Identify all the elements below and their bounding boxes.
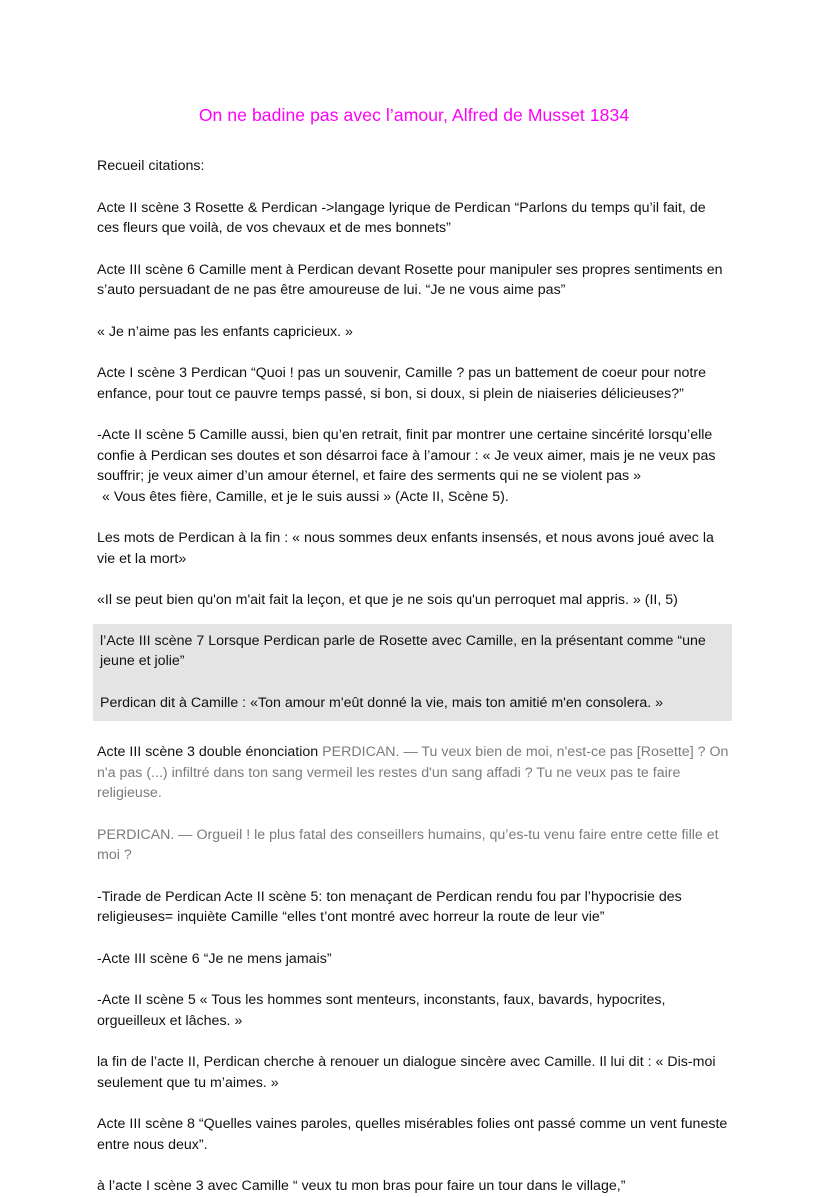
spacer	[97, 127, 731, 156]
section-heading: Recueil citations:	[97, 158, 205, 174]
citation-paragraph: la fin de l’acte II, Perdican cherche à renouer un dialogue sincère avec Camille. Il lui dit : « Dis-moi seulement que tu m’aimes. »	[97, 1054, 716, 1091]
highlighted-passage-block	[93, 624, 732, 722]
spacer	[97, 342, 731, 363]
spacer	[97, 672, 726, 693]
citation-paragraph: à l’acte I scène 3 avec Camille “ veux tu mon bras pour faire un tour dans le village,”	[97, 1178, 626, 1194]
spacer	[97, 969, 731, 990]
spacer	[97, 404, 731, 425]
citation-paragraph: Acte II scène 3 Rosette & Perdican ->langage lyrique de Perdican “Parlons du temps qu’il fait, de ces fleurs que voilà, de vos chevaux et de mes bonnets”	[97, 199, 706, 236]
spacer	[97, 301, 731, 322]
document-content	[97, 0, 731, 1197]
citation-paragraph: Acte I scène 3 Perdican “Quoi ! pas un souvenir, Camille ? pas un battement de coeur pour notre enfance, pour tout ce pauvre temps passé, si bon, si doux, si plein de niaiseries délicieuses?”	[97, 365, 706, 402]
citation-paragraph: Acte III scène 8 “Quelles vaines paroles, quelles misérables folies ont passé comme un vent funeste entre nous deux”.	[97, 1116, 728, 1153]
spacer	[97, 177, 731, 198]
spacer	[97, 928, 731, 949]
citation-paragraph: Acte III scène 6 Camille ment à Perdican devant Rosette pour manipuler ses propres sentiments en s’auto persuadant de ne pas être amoureuse de lui. “Je ne vous aime pas”	[97, 261, 723, 298]
spacer	[97, 721, 731, 742]
citation-paragraph: Les mots de Perdican à la fin : « nous sommes deux enfants insensés, et nous avons joué avec la vie et la mort»	[97, 530, 714, 567]
double-enonciation-paragraph	[97, 742, 731, 804]
spacer	[97, 1155, 731, 1176]
double-enonciation-quote: PERDICAN. — Tu veux bien de moi, n'est-ce pas [Rosette] ? On n'a pas (...) infiltré dans ton sang vermeil les restes d'un sang affadi ? Tu ne veux pas te faire religieuse.	[97, 744, 729, 801]
citation-paragraph: «Il se peut bien qu'on m'ait fait la leçon, et que je ne sois qu'un perroquet mal appris. » (II, 5)	[97, 592, 678, 608]
double-enonciation-lead: Acte III scène 3 double énonciation	[97, 744, 323, 760]
spacer	[97, 1093, 731, 1114]
spacer	[97, 1031, 731, 1052]
page-title: On ne badine pas avec l’amour, Alfred de Musset 1834	[198, 105, 630, 125]
spacer	[97, 611, 731, 624]
spacer	[97, 569, 731, 590]
spacer	[97, 804, 731, 825]
perdican-orgueil-paragraph: PERDICAN. — Orgueil ! le plus fatal des conseillers humains, qu’es-tu venu faire entre cette fille et moi ?	[97, 826, 719, 863]
citation-paragraph: -Acte II scène 5 « Tous les hommes sont menteurs, inconstants, faux, bavards, hypocrites, orgueilleux et lâches. »	[97, 992, 666, 1029]
spacer	[97, 507, 731, 528]
citation-paragraph: -Acte II scène 5 Camille aussi, bien qu’en retrait, finit par montrer une certaine sincérité lorsqu’elle confie à Perdican ses doutes et son désarroi face à l’amour : « Je veux aimer, mais je ne veux pas souffrir; je veux aimer d’un amour éternel, et faire des serments qui ne se violent pas »	[97, 427, 716, 484]
highlighted-paragraph: l’Acte III scène 7 Lorsque Perdican parle de Rosette avec Camille, en la présentant comme “une jeune et jolie”	[100, 632, 706, 669]
citation-paragraph: -Tirade de Perdican Acte II scène 5: ton menaçant de Perdican rendu fou par l’hypocrisie des religieuses= inquiète Camille “elles t’ont montré avec horreur la route de leur vie”	[97, 888, 682, 925]
citation-paragraph: « Je n’aime pas les enfants capricieux. »	[97, 323, 353, 340]
spacer	[97, 866, 731, 887]
spacer	[97, 239, 731, 260]
highlighted-paragraph: Perdican dit à Camille : «Ton amour m'eût donné la vie, mais ton amitié m'en consolera. »	[100, 694, 664, 711]
citation-paragraph: -Acte III scène 6 “Je ne mens jamais”	[97, 950, 332, 967]
citation-paragraph: « Vous êtes fière, Camille, et je le suis aussi » (Acte II, Scène 5).	[102, 488, 509, 505]
